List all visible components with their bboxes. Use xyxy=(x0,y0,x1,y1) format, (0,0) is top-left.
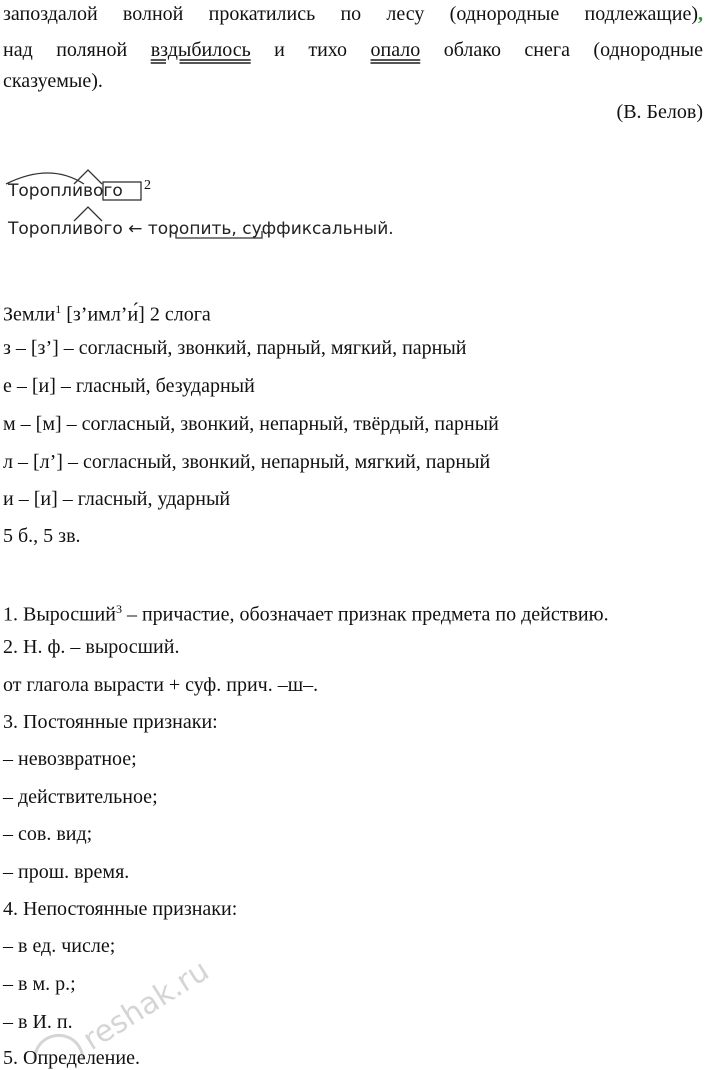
highlighted-comma: , xyxy=(698,3,703,25)
analysis-line: – сов. вид; xyxy=(3,823,93,845)
arrow-left-icon: ← xyxy=(128,219,143,239)
predicate-1: вздыбилось xyxy=(150,39,251,61)
analysis-line: – невозвратное; xyxy=(3,748,137,770)
quote-author: (В. Белов) xyxy=(616,101,703,123)
analysis-line: от глагола вырасти + суф. прич. –ш–. xyxy=(3,674,319,696)
analysis-line: 3. Постоянные признаки: xyxy=(3,711,218,733)
base-word: торопить xyxy=(147,219,232,239)
analysis-line: – прош. время. xyxy=(3,861,130,883)
derivation-type: , суффиксальный. xyxy=(231,219,394,239)
morph-word-text: Торопливого xyxy=(8,181,123,201)
phon-line: л – [л’] – согласный, звонкий, непарный, мягкий, парный xyxy=(3,451,491,473)
analysis-word: 1. Выросший xyxy=(3,603,116,626)
morph-derivation xyxy=(8,219,394,239)
phon-summary: 5 б., 5 зв. xyxy=(3,525,81,547)
morph-analysis-title xyxy=(3,597,609,627)
analysis-definition: – причастие, обозначает признак предмета по действию. xyxy=(121,603,609,626)
analysis-line: 2. Н. ф. – выросший. xyxy=(3,636,180,658)
phon-line: и – [и] – гласный, ударный xyxy=(3,488,231,510)
quote-line-1-text: запоздалой волной прокатились по лесу (однородные подлежащие) xyxy=(3,3,698,25)
phon-line: е – [и] – гласный, безударный xyxy=(3,375,255,397)
quote-line-1 xyxy=(3,2,703,26)
phon-word: Земли xyxy=(3,303,56,326)
quote-line-2 xyxy=(3,38,703,62)
quote-line-3: сказуемые). xyxy=(3,70,103,92)
analysis-line: 5. Определение. xyxy=(3,1047,140,1069)
analysis-line: – действительное; xyxy=(3,786,158,808)
derived-word: Торопливого xyxy=(8,219,123,239)
phon-line: з – [з’] – согласный, звонкий, парный, мягкий, парный xyxy=(3,337,467,359)
svg-text:reshak.ru: reshak.ru xyxy=(76,953,216,1058)
analysis-line: – в И. п. xyxy=(3,1011,73,1033)
analysis-line: – в м. р.; xyxy=(3,973,76,995)
quote-line-2-mid: и тихо xyxy=(250,39,371,61)
analysis-sup: 3 xyxy=(115,602,122,616)
morph-sup: 2 xyxy=(144,178,151,193)
watermark-logo xyxy=(4,950,264,1060)
predicate-2: опало xyxy=(370,39,421,61)
phon-line: м – [м] – согласный, звонкий, непарный, твёрдый, парный xyxy=(3,413,499,435)
phon-sup: 1 xyxy=(55,302,62,316)
phon-title xyxy=(3,297,211,327)
analysis-line: – в ед. числе; xyxy=(3,935,116,957)
morph-word xyxy=(8,181,123,201)
analysis-line: 4. Непостоянные признаки: xyxy=(3,898,238,920)
quote-line-2-end: облако снега (однородные xyxy=(420,39,703,61)
quote-line-2-text: над поляной xyxy=(3,39,151,61)
phon-transcription: [з’имл’и́] 2 слога xyxy=(61,303,211,326)
